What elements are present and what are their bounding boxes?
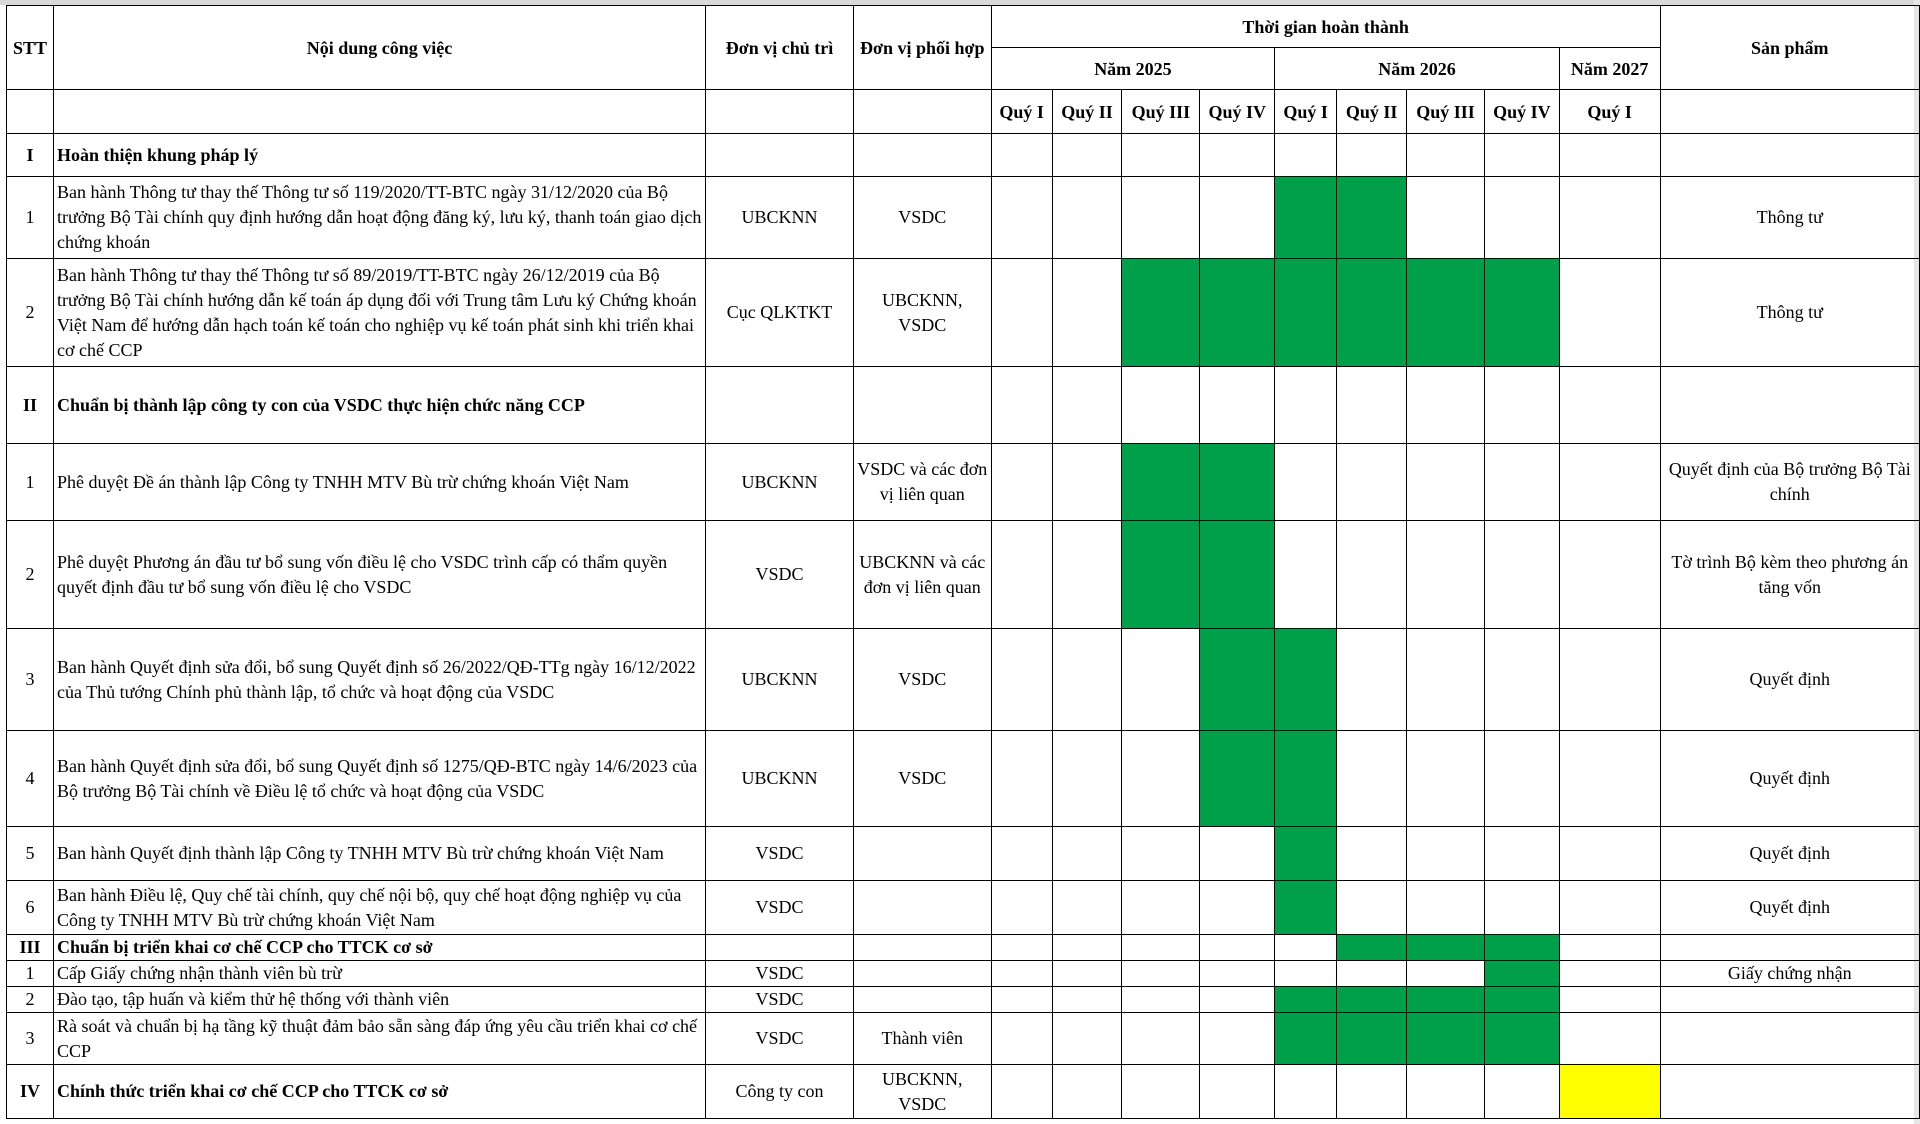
row-coop: Thành viên — [853, 1013, 991, 1065]
section-title: Chính thức triển khai cơ chế CCP cho TTCK cơ sở — [53, 1065, 705, 1119]
gantt-bar-cell — [1337, 177, 1407, 259]
row-product — [1660, 1013, 1919, 1065]
section-title: Chuẩn bị thành lập công ty con của VSDC thực hiện chức năng CCP — [53, 367, 705, 444]
section-row — [7, 1065, 1920, 1119]
row-stt: 1 — [7, 444, 54, 521]
quarter-header: Quý I — [991, 90, 1052, 134]
row-product — [1660, 987, 1919, 1013]
section-row — [7, 134, 1920, 177]
row-content: Cấp Giấy chứng nhận thành viên bù trừ — [53, 961, 705, 987]
quarter-header: Quý IV — [1200, 90, 1275, 134]
schedule-table — [6, 5, 1920, 1119]
header-coop-unit: Đơn vị phối hợp — [853, 6, 991, 90]
gantt-bar-cell — [1275, 629, 1337, 731]
row-coop — [853, 961, 991, 987]
gantt-bar-cell — [1122, 259, 1200, 367]
blank-cell — [1660, 90, 1919, 134]
gantt-bar-cell — [1275, 177, 1337, 259]
row-lead: VSDC — [706, 961, 854, 987]
quarter-header: Quý III — [1122, 90, 1200, 134]
gantt-bar-cell — [1200, 259, 1275, 367]
row-stt: 2 — [7, 521, 54, 629]
row-product: Tờ trình Bộ kèm theo phương án tăng vốn — [1660, 521, 1919, 629]
row-lead: Cục QLKTKT — [706, 259, 854, 367]
header-year-2025: Năm 2025 — [991, 48, 1275, 90]
row-coop: VSDC và các đơn vị liên quan — [853, 444, 991, 521]
table-row — [7, 961, 1920, 987]
table-row — [7, 259, 1920, 367]
row-product: Giấy chứng nhận — [1660, 961, 1919, 987]
row-stt: 3 — [7, 1013, 54, 1065]
gantt-bar-cell — [1337, 935, 1407, 961]
table-row — [7, 731, 1920, 827]
quarter-header: Quý I — [1275, 90, 1337, 134]
row-lead: UBCKNN — [706, 177, 854, 259]
section-stt: I — [7, 134, 54, 177]
row-stt: 3 — [7, 629, 54, 731]
row-coop: UBCKNN, VSDC — [853, 259, 991, 367]
quarter-header: Quý IV — [1484, 90, 1559, 134]
row-content: Phê duyệt Phương án đầu tư bổ sung vốn điều lệ cho VSDC trình cấp có thẩm quyền quyết định đầu tư bổ sung vốn điều lệ cho VSDC — [53, 521, 705, 629]
row-product: Quyết định — [1660, 827, 1919, 881]
table-row — [7, 177, 1920, 259]
row-lead: UBCKNN — [706, 629, 854, 731]
header-content: Nội dung công việc — [53, 6, 705, 90]
header-year-2026: Năm 2026 — [1275, 48, 1560, 90]
row-stt: 2 — [7, 259, 54, 367]
row-stt: 4 — [7, 731, 54, 827]
gantt-bar-cell — [1275, 259, 1337, 367]
row-content: Ban hành Điều lệ, Quy chế tài chính, quy chế nội bộ, quy chế hoạt động nghiệp vụ của Công ty TNHH MTV Bù trừ chứng khoán Việt Nam — [53, 881, 705, 935]
blank-cell — [53, 90, 705, 134]
row-lead: UBCKNN — [706, 731, 854, 827]
row-lead: UBCKNN — [706, 444, 854, 521]
section-stt: II — [7, 367, 54, 444]
row-lead: VSDC — [706, 827, 854, 881]
row-content: Ban hành Quyết định sửa đổi, bổ sung Quyết định số 26/2022/QĐ-TTg ngày 16/12/2022 của Thủ tướng Chính phủ thành lập, tổ chức và hoạt động của VSDC — [53, 629, 705, 731]
header-time: Thời gian hoàn thành — [991, 6, 1660, 48]
gantt-bar-cell — [1484, 259, 1559, 367]
row-coop — [853, 987, 991, 1013]
table-row — [7, 1013, 1920, 1065]
gantt-bar-cell — [1337, 987, 1407, 1013]
table-row — [7, 881, 1920, 935]
quarter-header: Quý II — [1052, 90, 1122, 134]
gantt-bar-cell — [1200, 629, 1275, 731]
table-row — [7, 521, 1920, 629]
row-content: Ban hành Quyết định thành lập Công ty TNHH MTV Bù trừ chứng khoán Việt Nam — [53, 827, 705, 881]
row-stt: 1 — [7, 961, 54, 987]
gantt-bar-cell — [1484, 935, 1559, 961]
row-product: Thông tư — [1660, 259, 1919, 367]
table-row — [7, 444, 1920, 521]
gantt-bar-cell — [1484, 1013, 1559, 1065]
blank-cell — [853, 90, 991, 134]
gantt-bar-cell — [1275, 731, 1337, 827]
gantt-bar-cell — [1122, 444, 1200, 521]
gantt-bar-cell — [1275, 881, 1337, 935]
row-lead: VSDC — [706, 987, 854, 1013]
table-row — [7, 629, 1920, 731]
row-content: Ban hành Quyết định sửa đổi, bổ sung Quyết định số 1275/QĐ-BTC ngày 14/6/2023 của Bộ trưởng Bộ Tài chính về Điều lệ tổ chức và hoạt động của VSDC — [53, 731, 705, 827]
blank-cell — [706, 90, 854, 134]
quarter-header: Quý II — [1337, 90, 1407, 134]
gantt-bar-cell — [1407, 1013, 1485, 1065]
row-product: Thông tư — [1660, 177, 1919, 259]
row-content: Đào tạo, tập huấn và kiểm thử hệ thống với thành viên — [53, 987, 705, 1013]
gantt-milestone-cell — [1559, 1065, 1660, 1119]
header-product: Sản phẩm — [1660, 6, 1919, 90]
row-product: Quyết định — [1660, 731, 1919, 827]
row-lead: VSDC — [706, 521, 854, 629]
gantt-bar-cell — [1200, 731, 1275, 827]
gantt-bar-cell — [1484, 961, 1559, 987]
row-stt: 2 — [7, 987, 54, 1013]
row-coop — [853, 881, 991, 935]
row-coop — [853, 827, 991, 881]
row-coop: VSDC — [853, 731, 991, 827]
header-lead-unit: Đơn vị chủ trì — [706, 6, 854, 90]
table-row — [7, 827, 1920, 881]
header-stt: STT — [7, 6, 54, 90]
section-stt: III — [7, 935, 54, 961]
row-content: Ban hành Thông tư thay thế Thông tư số 89/2019/TT-BTC ngày 26/12/2019 của Bộ trưởng Bộ Tài chính hướng dẫn kế toán áp dụng đối với Trung tâm Lưu ký Chứng khoán Việt Nam để hướng dẫn hạch toán kế toán cho nghiệp vụ kế toán phát sinh khi triển khai cơ chế CCP — [53, 259, 705, 367]
row-stt: 1 — [7, 177, 54, 259]
row-content: Phê duyệt Đề án thành lập Công ty TNHH MTV Bù trừ chứng khoán Việt Nam — [53, 444, 705, 521]
row-lead: VSDC — [706, 881, 854, 935]
section-title: Hoàn thiện khung pháp lý — [53, 134, 705, 177]
gantt-bar-cell — [1407, 987, 1485, 1013]
row-coop: UBCKNN và các đơn vị liên quan — [853, 521, 991, 629]
section-row — [7, 367, 1920, 444]
section-title: Chuẩn bị triển khai cơ chế CCP cho TTCK cơ sở — [53, 935, 705, 961]
gantt-bar-cell — [1407, 935, 1485, 961]
section-row — [7, 935, 1920, 961]
section-coop: UBCKNN, VSDC — [853, 1065, 991, 1119]
row-stt: 5 — [7, 827, 54, 881]
gantt-bar-cell — [1275, 987, 1337, 1013]
header-year-2027: Năm 2027 — [1559, 48, 1660, 90]
row-stt: 6 — [7, 881, 54, 935]
gantt-bar-cell — [1200, 521, 1275, 629]
row-coop: VSDC — [853, 177, 991, 259]
row-product: Quyết định — [1660, 881, 1919, 935]
gantt-bar-cell — [1407, 259, 1485, 367]
quarter-header: Quý III — [1407, 90, 1485, 134]
gantt-bar-cell — [1484, 987, 1559, 1013]
blank-cell — [7, 90, 54, 134]
row-content: Ban hành Thông tư thay thế Thông tư số 119/2020/TT-BTC ngày 31/12/2020 của Bộ trưởng Bộ Tài chính quy định hướng dẫn hoạt động đăng ký, lưu ký, thanh toán giao dịch chứng khoán — [53, 177, 705, 259]
gantt-bar-cell — [1200, 444, 1275, 521]
gantt-bar-cell — [1275, 1013, 1337, 1065]
gantt-bar-cell — [1275, 827, 1337, 881]
row-lead: VSDC — [706, 1013, 854, 1065]
gantt-bar-cell — [1122, 521, 1200, 629]
row-product: Quyết định của Bộ trưởng Bộ Tài chính — [1660, 444, 1919, 521]
table-row — [7, 987, 1920, 1013]
gantt-bar-cell — [1337, 1013, 1407, 1065]
section-stt: IV — [7, 1065, 54, 1119]
row-content: Rà soát và chuẩn bị hạ tầng kỹ thuật đảm bảo sẵn sàng đáp ứng yêu cầu triển khai cơ chế CCP — [53, 1013, 705, 1065]
gantt-bar-cell — [1337, 259, 1407, 367]
section-lead: Công ty con — [706, 1065, 854, 1119]
row-coop: VSDC — [853, 629, 991, 731]
quarter-header: Quý I — [1559, 90, 1660, 134]
row-product: Quyết định — [1660, 629, 1919, 731]
